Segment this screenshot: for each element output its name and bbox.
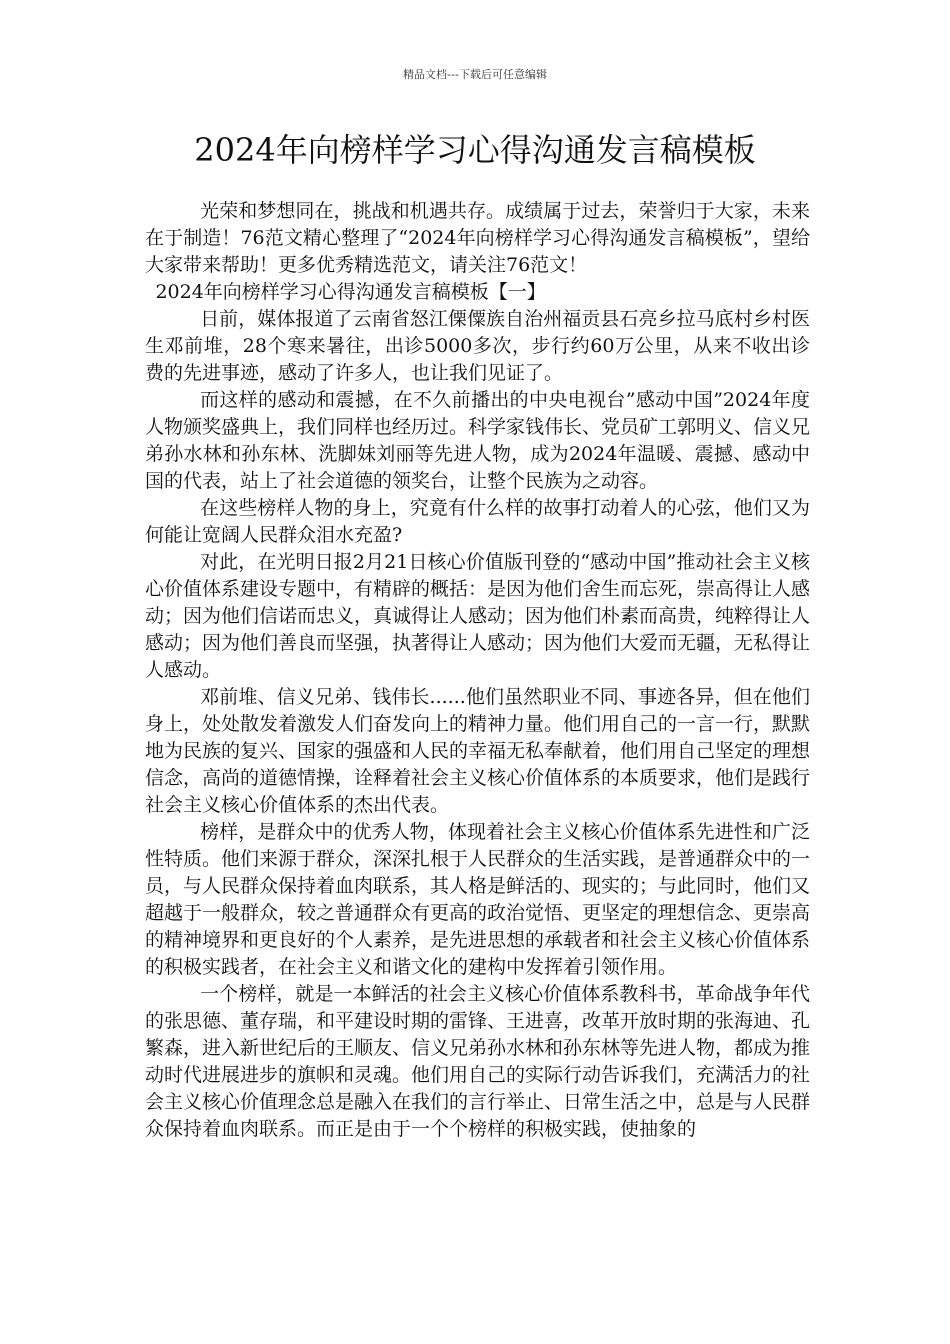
paragraph: 邓前堆、信义兄弟、钱伟长......他们虽然职业不同、事迹各异，但在他们身上，处处散发着激发人们奋发向上的精神力量。他们用自己的一言一行，默默地为民族的复兴、国家的强盛和人民的幸福无私奉献着，他们用自己坚定的理想信念，高尚的道德情操，诠释着社会主义核心价值体系的本质要求，他们是践行社会主义核心价值体系的杰出代表。 bbox=[145, 686, 811, 816]
paragraph-intro: 光荣和梦想同在，挑战和机遇共存。成绩属于过去，荣誉归于大家，未来在于制造！76范文精心整理了“2024年向榜样学习心得沟通发言稿模板”，望给大家带来帮助！更多优秀精选范文，请关注76范文！ bbox=[145, 200, 810, 276]
paragraph: 在这些榜样人物的身上，究竟有什么样的故事打动着人的心弦，他们又为何能让宽阔人民群众泪水充盈? bbox=[145, 497, 810, 546]
document-title: 2024年向榜样学习心得沟通发言稿模板 bbox=[194, 131, 756, 169]
paragraph: 一个榜样，就是一本鲜活的社会主义核心价值体系教科书，革命战争年代的张思德、董存瑞，和平建设时期的雷锋、王进喜，改革开放时期的张海迪、孔繁森，进入新世纪后的王顺友、信义兄弟孙水林和孙东林等先进人物，都成为推动时代进展进步的旗帜和灵魂。他们用自己的实际行动告诉我们，充满活力的社会主义核心价值理念总是融入在我们的言行举止、日常生活之中，总是与人民群众保持着血肉联系。而正是由于一个个榜样的积极实践，使抽象的 bbox=[145, 983, 811, 1140]
paragraph: 而这样的感动和震撼，在不久前播出的中央电视台”感动中国”2024年度人物颁奖盛典上，我们同样也经历过。科学家钱伟长、党员矿工郭明义、信义兄弟孙水林和孙东林、洗脚妹刘丽等先进人物，成为2024年温暖、震撼、感动中国的代表，站上了社会道德的领奖台，让整个民族为之动容。 bbox=[145, 389, 811, 492]
paragraph: 日前，媒体报道了云南省怒江傈僳族自治州福贡县石亮乡拉马底村乡村医生邓前堆，28个寒来暑往，出诊5000多次，步行约60万公里，从来不收出诊费的先进事迹，感动了许多人，也让我们见证了。 bbox=[145, 308, 810, 384]
paragraph: 对此，在光明日报2月21日核心价值版刊登的“感动中国”推动社会主义核心价值体系建设专题中，有精辟的概括：是因为他们舍生而忘死，崇高得让人感动；因为他们信诺而忠义，真诚得让人感动；因为他们朴素而高贵，纯粹得让人感动；因为他们善良而坚强，执著得让人感动；因为他们大爱而无疆，无私得让人感动。 bbox=[145, 551, 811, 681]
document-body bbox=[145, 198, 810, 1143]
section-heading: 2024年向榜样学习心得沟通发言稿模板【一】 bbox=[155, 281, 546, 303]
paragraph: 榜样，是群众中的优秀人物，体现着社会主义核心价值体系先进性和广泛性特质。他们来源于群众，深深扎根于人民群众的生活实践，是普通群众中的一员，与人民群众保持着血肉联系，其人格是鲜活的、现实的；与此同时，他们又超越于一般群众，较之普通群众有更高的政治觉悟、更坚定的理想信念、更崇高的精神境界和更良好的个人素养，是先进思想的承载者和社会主义核心价值体系的积极实践者，在社会主义和谐文化的建构中发挥着引领作用。 bbox=[145, 821, 811, 978]
header-note: 精品文档---下载后可任意编辑 bbox=[403, 68, 547, 81]
